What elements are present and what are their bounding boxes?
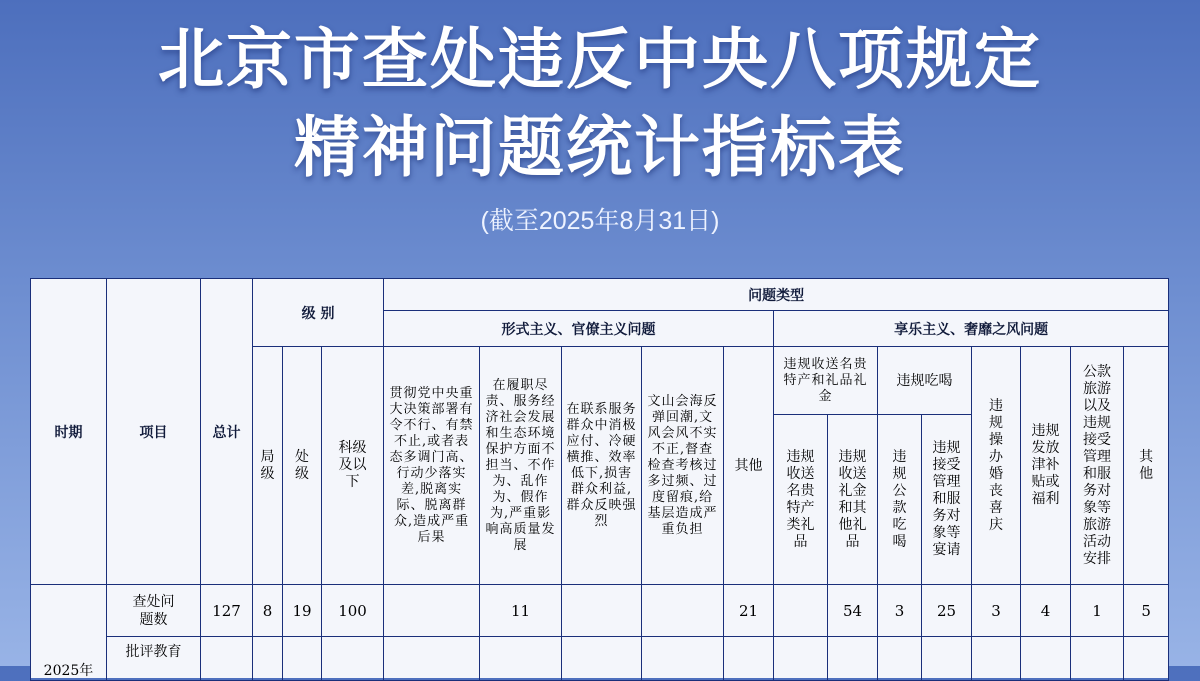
empty-cell xyxy=(1021,637,1071,681)
page-title-line2: 精神问题统计指标表 xyxy=(294,109,906,186)
header-travel: 公款旅游以及违规接受管理和服务对象等旅游活动安排 xyxy=(1071,347,1124,585)
empty-cell xyxy=(1124,637,1169,681)
header-wedding: 违规操办婚丧喜庆 xyxy=(972,347,1021,585)
cell-f2: 11 xyxy=(480,585,562,637)
header-total: 总计 xyxy=(201,279,253,585)
stats-table xyxy=(30,278,1169,681)
cell-other: 5 xyxy=(1124,585,1169,637)
cell-f3 xyxy=(562,585,642,637)
header-period: 时期 xyxy=(31,279,107,585)
cell-wedding: 3 xyxy=(972,585,1021,637)
table-row xyxy=(31,637,1169,681)
page-title-line1: 北京市查处违反中央八项规定 xyxy=(158,21,1042,98)
header-level: 级 别 xyxy=(253,279,384,347)
header-level-ke: 科级及以下 xyxy=(322,347,384,585)
empty-cell xyxy=(1071,637,1124,681)
header-hedonism-other: 其他 xyxy=(1124,347,1169,585)
header-formalism-4: 文山会海反弹回潮,文风会风不实不正,督查检查考核过多过频、过度留痕,给基层造成严重负担 xyxy=(642,347,724,585)
empty-cell xyxy=(878,637,922,681)
empty-cell xyxy=(201,637,253,681)
page-subtitle: (截至2025年8月31日) xyxy=(480,207,720,235)
cell-travel: 1 xyxy=(1071,585,1124,637)
empty-cell xyxy=(972,637,1021,681)
empty-cell xyxy=(253,637,283,681)
header-formalism-group: 形式主义、官僚主义问题 xyxy=(384,311,774,347)
header-item: 项目 xyxy=(107,279,201,585)
row-label-cases: 查处问题数 xyxy=(107,585,201,637)
empty-cell xyxy=(922,637,972,681)
header-level-chu: 处级 xyxy=(283,347,322,585)
empty-cell xyxy=(724,637,774,681)
cell-f1 xyxy=(384,585,480,637)
table-row xyxy=(31,585,1169,637)
cell-gifts-a xyxy=(774,585,828,637)
header-formalism-1: 贯彻党中央重大决策部署有令不行、有禁不止,或者表态多调门高、行动少落实差,脱离实际、脱离群众,造成严重后果 xyxy=(384,347,480,585)
cell-total: 127 xyxy=(201,585,253,637)
period-cell: 2025年 xyxy=(31,585,107,681)
empty-cell xyxy=(384,637,480,681)
cell-chu: 19 xyxy=(283,585,322,637)
cell-dining-a: 3 xyxy=(878,585,922,637)
empty-cell xyxy=(774,637,828,681)
header-gifts-specialty: 违规收送名贵特产类礼品 xyxy=(774,415,828,585)
empty-cell xyxy=(322,637,384,681)
cell-f4 xyxy=(642,585,724,637)
cell-gifts-b: 54 xyxy=(828,585,878,637)
cell-f5: 21 xyxy=(724,585,774,637)
header-formalism-3: 在联系服务群众中消极应付、冷硬横推、效率低下,损害群众利益,群众反映强烈 xyxy=(562,347,642,585)
header-dining-public: 违规公款吃喝 xyxy=(878,415,922,585)
empty-cell xyxy=(562,637,642,681)
header-gifts-cash: 违规收送礼金和其他礼品 xyxy=(828,415,878,585)
stats-table-container xyxy=(30,278,1168,678)
row-label-criticism: 批评教育 xyxy=(107,637,201,681)
empty-cell xyxy=(828,637,878,681)
cell-dining-b: 25 xyxy=(922,585,972,637)
header-subsidy: 违规发放津补贴或福利 xyxy=(1021,347,1071,585)
header-formalism-other: 其他 xyxy=(724,347,774,585)
header-dining-group: 违规吃喝 xyxy=(878,347,972,415)
header-level-ju: 局级 xyxy=(253,347,283,585)
empty-cell xyxy=(480,637,562,681)
empty-cell xyxy=(283,637,322,681)
header-formalism-2: 在履职尽责、服务经济社会发展和生态环境保护方面不担当、不作为、乱作为、假作为,严重影响高质量发展 xyxy=(480,347,562,585)
empty-cell xyxy=(642,637,724,681)
cell-subsidy: 4 xyxy=(1021,585,1071,637)
header-hedonism-group: 享乐主义、奢靡之风问题 xyxy=(774,311,1169,347)
header-problem-type: 问题类型 xyxy=(384,279,1169,311)
cell-ju: 8 xyxy=(253,585,283,637)
header-gifts-group: 违规收送名贵特产和礼品礼金 xyxy=(774,347,878,415)
header-dining-banquet: 违规接受管理和服务对象等宴请 xyxy=(922,415,972,585)
cell-ke: 100 xyxy=(322,585,384,637)
